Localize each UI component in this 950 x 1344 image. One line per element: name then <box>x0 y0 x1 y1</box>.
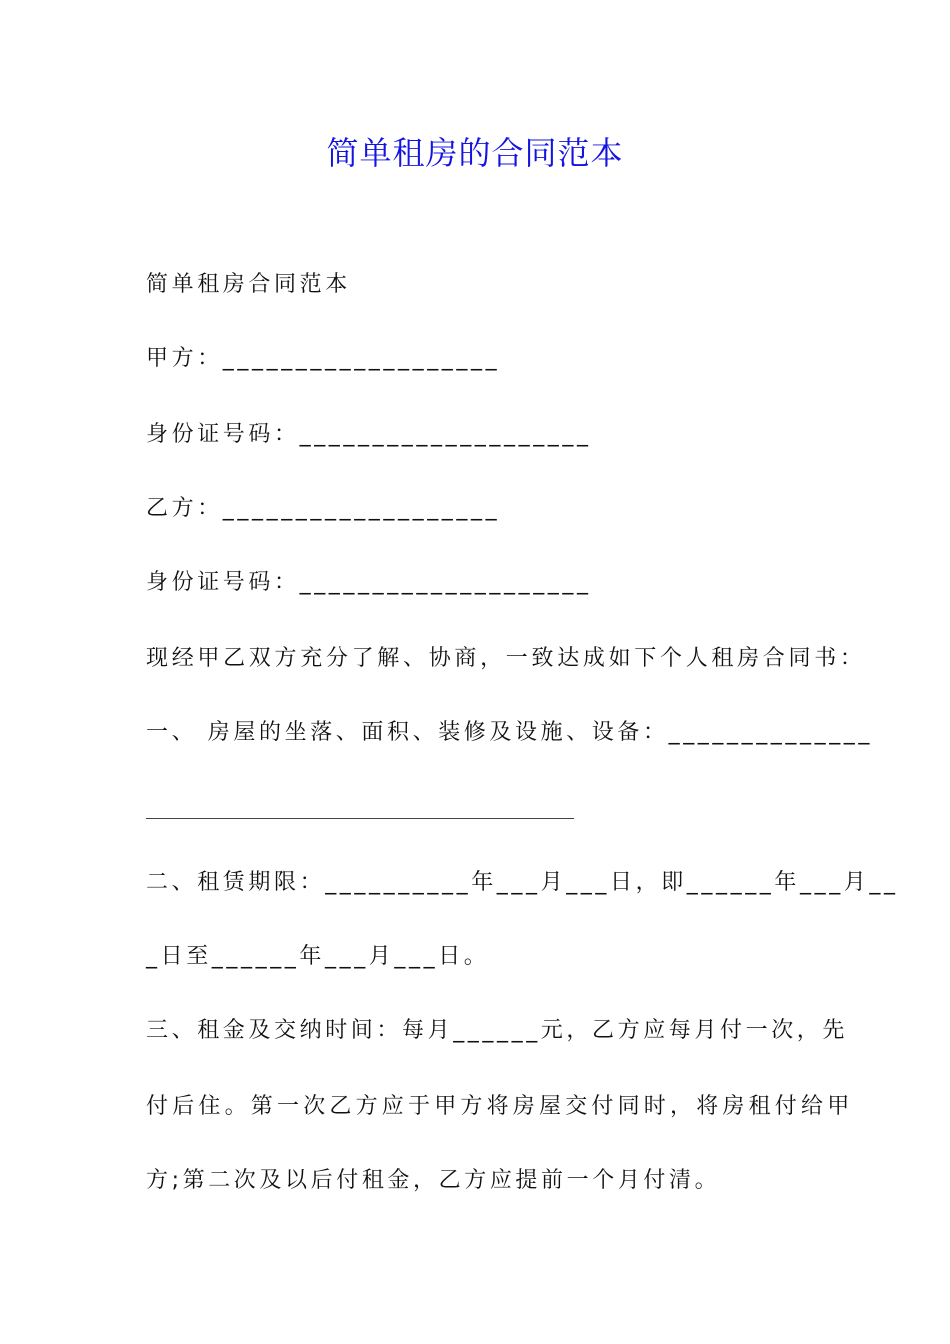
party-a-line: 甲方：___________________ <box>146 346 501 371</box>
party-b-id-line: 身份证号码：____________________ <box>146 570 592 595</box>
clause-1-line: 一、 房屋的坐落、面积、装修及设施、设备：______________ <box>146 720 873 745</box>
clause-3-line-1: 三、租金及交纳时间：每月______元，乙方应每月付一次，先 <box>146 1018 849 1043</box>
subtitle-line: 简单租房合同范本 <box>146 272 351 297</box>
clause-2-line-1: 二、租赁期限：__________年___月___日，即______年___月__ <box>146 870 899 895</box>
document-title: 简单租房的合同范本 <box>326 134 624 172</box>
party-a-id-line: 身份证号码：____________________ <box>146 422 592 447</box>
clause-3-line-2: 付后住。第一次乙方应于甲方将房屋交付同时，将房租付给甲 <box>146 1094 854 1119</box>
clause-1-blank-underline <box>146 818 574 819</box>
party-b-line: 乙方：___________________ <box>146 496 501 521</box>
preamble-line: 现经甲乙双方充分了解、协商，一致达成如下个人租房合同书： <box>146 646 866 671</box>
clause-3-line-3: 方;第二次及以后付租金，乙方应提前一个月付清。 <box>146 1168 721 1193</box>
clause-2-line-2: _日至______年___月___日。 <box>146 944 490 969</box>
